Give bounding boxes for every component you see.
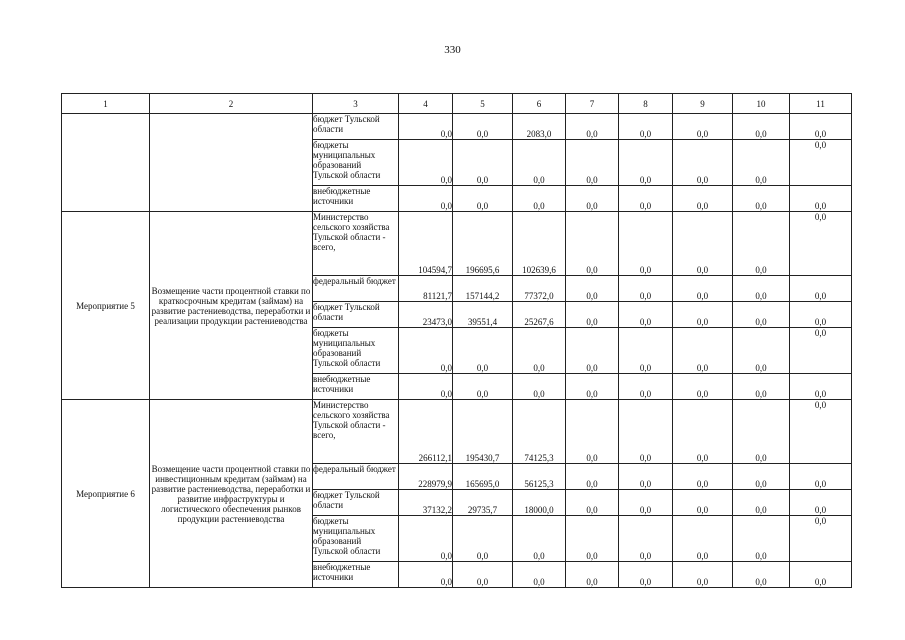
value-cell-col-5: 195430,7 (453, 400, 513, 464)
header-row (62, 94, 852, 114)
value-cell-col-11: 0,0 (790, 516, 852, 562)
value-cell-col-4: 0,0 (399, 374, 453, 400)
value-cell-col-4: 0,0 (399, 328, 453, 374)
source-cell: бюджеты муниципальных образований Тульской области (313, 328, 399, 374)
value-cell-col-8: 0,0 (619, 302, 673, 328)
source-cell: бюджеты муниципальных образований Тульской области (313, 140, 399, 186)
header-cell-5: 5 (453, 94, 513, 114)
value-cell-col-10: 0,0 (733, 464, 790, 490)
value-cell-col-4: 81121,7 (399, 276, 453, 302)
value-cell-col-4: 0,0 (399, 114, 453, 140)
value-cell-col-10: 0,0 (733, 374, 790, 400)
value-cell-col-9: 0,0 (673, 276, 733, 302)
value-cell-col-7: 0,0 (566, 140, 619, 186)
header-cell-9: 9 (673, 94, 733, 114)
value-cell-col-7: 0,0 (566, 302, 619, 328)
source-cell: бюджеты муниципальных образований Тульской области (313, 516, 399, 562)
value-cell-col-5: 157144,2 (453, 276, 513, 302)
value-cell-col-9: 0,0 (673, 186, 733, 212)
header-cell-1: 1 (62, 94, 150, 114)
description-cell: Возмещение части процентной ставки по краткосрочным кредитам (займам) на развитие растениеводства, переработки и реализации продукции растениеводства (150, 212, 313, 400)
value-cell-col-11: 0,0 (790, 464, 852, 490)
value-cell-col-5: 196695,6 (453, 212, 513, 276)
activity-cell: Мероприятие 5 (62, 212, 150, 400)
header-cell-7: 7 (566, 94, 619, 114)
value-cell-col-6: 0,0 (513, 562, 566, 588)
value-cell-col-4: 37132,2 (399, 490, 453, 516)
value-cell-col-8: 0,0 (619, 490, 673, 516)
value-cell-col-6: 56125,3 (513, 464, 566, 490)
value-cell-col-8: 0,0 (619, 186, 673, 212)
value-cell-col-9: 0,0 (673, 400, 733, 464)
value-cell-col-9: 0,0 (673, 464, 733, 490)
value-cell-col-11: 0,0 (790, 328, 852, 374)
description-cell: Возмещение части процентной ставки по инвестиционным кредитам (займам) на развитие растениеводства, переработки и развитие инфраструктуры и логистического обеспечения рынков продукции растениеводства (150, 400, 313, 588)
value-cell-col-11: 0,0 (790, 490, 852, 516)
header-cell-8: 8 (619, 94, 673, 114)
value-cell-col-10: 0,0 (733, 212, 790, 276)
table-row (62, 400, 852, 464)
value-cell-col-11: 0,0 (790, 400, 852, 464)
source-cell: внебюджетные источники (313, 562, 399, 588)
source-cell: бюджет Тульской области (313, 302, 399, 328)
description-cell (150, 114, 313, 212)
value-cell-col-8: 0,0 (619, 400, 673, 464)
table-row (62, 114, 852, 140)
value-cell-col-10: 0,0 (733, 114, 790, 140)
value-cell-col-6: 0,0 (513, 140, 566, 186)
value-cell-col-9: 0,0 (673, 302, 733, 328)
value-cell-col-7: 0,0 (566, 328, 619, 374)
value-cell-col-5: 0,0 (453, 328, 513, 374)
value-cell-col-4: 23473,0 (399, 302, 453, 328)
source-cell: Министерство сельского хозяйства Тульской области - всего, (313, 212, 399, 276)
value-cell-col-5: 39551,4 (453, 302, 513, 328)
value-cell-col-7: 0,0 (566, 186, 619, 212)
value-cell-col-9: 0,0 (673, 490, 733, 516)
value-cell-col-7: 0,0 (566, 212, 619, 276)
header-cell-2: 2 (150, 94, 313, 114)
value-cell-col-8: 0,0 (619, 516, 673, 562)
source-cell: внебюджетные источники (313, 374, 399, 400)
value-cell-col-4: 0,0 (399, 140, 453, 186)
value-cell-col-6: 0,0 (513, 516, 566, 562)
header-cell-10: 10 (733, 94, 790, 114)
page-number: 330 (444, 44, 461, 56)
value-cell-col-8: 0,0 (619, 464, 673, 490)
value-cell-col-7: 0,0 (566, 516, 619, 562)
value-cell-col-5: 0,0 (453, 186, 513, 212)
value-cell-col-6: 0,0 (513, 374, 566, 400)
value-cell-col-10: 0,0 (733, 140, 790, 186)
value-cell-col-9: 0,0 (673, 140, 733, 186)
value-cell-col-6: 18000,0 (513, 490, 566, 516)
value-cell-col-5: 0,0 (453, 114, 513, 140)
source-cell: бюджет Тульской области (313, 114, 399, 140)
value-cell-col-10: 0,0 (733, 328, 790, 374)
value-cell-col-6: 25267,6 (513, 302, 566, 328)
value-cell-col-7: 0,0 (566, 400, 619, 464)
value-cell-col-5: 0,0 (453, 516, 513, 562)
value-cell-col-4: 104594,7 (399, 212, 453, 276)
value-cell-col-7: 0,0 (566, 490, 619, 516)
budget-table (61, 93, 852, 588)
value-cell-col-11: 0,0 (790, 374, 852, 400)
value-cell-col-9: 0,0 (673, 562, 733, 588)
value-cell-col-6: 102639,6 (513, 212, 566, 276)
value-cell-col-4: 0,0 (399, 562, 453, 588)
value-cell-col-8: 0,0 (619, 374, 673, 400)
value-cell-col-9: 0,0 (673, 212, 733, 276)
value-cell-col-5: 0,0 (453, 374, 513, 400)
value-cell-col-4: 266112,1 (399, 400, 453, 464)
value-cell-col-10: 0,0 (733, 516, 790, 562)
value-cell-col-5: 29735,7 (453, 490, 513, 516)
source-cell: бюджет Тульской области (313, 490, 399, 516)
value-cell-col-7: 0,0 (566, 114, 619, 140)
value-cell-col-4: 0,0 (399, 186, 453, 212)
source-cell: федеральный бюджет (313, 276, 399, 302)
source-cell: федеральный бюджет (313, 464, 399, 490)
value-cell-col-11: 0,0 (790, 114, 852, 140)
value-cell-col-11: 0,0 (790, 212, 852, 276)
value-cell-col-10: 0,0 (733, 490, 790, 516)
value-cell-col-11: 0,0 (790, 302, 852, 328)
activity-cell: Мероприятие 6 (62, 400, 150, 588)
value-cell-col-11: 0,0 (790, 140, 852, 186)
table-row (62, 212, 852, 276)
value-cell-col-10: 0,0 (733, 302, 790, 328)
value-cell-col-10: 0,0 (733, 186, 790, 212)
value-cell-col-4: 0,0 (399, 516, 453, 562)
header-cell-4: 4 (399, 94, 453, 114)
value-cell-col-6: 74125,3 (513, 400, 566, 464)
value-cell-col-10: 0,0 (733, 276, 790, 302)
value-cell-col-8: 0,0 (619, 140, 673, 186)
value-cell-col-9: 0,0 (673, 374, 733, 400)
value-cell-col-8: 0,0 (619, 114, 673, 140)
value-cell-col-6: 0,0 (513, 186, 566, 212)
source-cell: внебюджетные источники (313, 186, 399, 212)
value-cell-col-9: 0,0 (673, 114, 733, 140)
value-cell-col-9: 0,0 (673, 328, 733, 374)
value-cell-col-7: 0,0 (566, 374, 619, 400)
value-cell-col-9: 0,0 (673, 516, 733, 562)
header-cell-11: 11 (790, 94, 852, 114)
source-cell: Министерство сельского хозяйства Тульской области - всего, (313, 400, 399, 464)
value-cell-col-5: 0,0 (453, 140, 513, 186)
value-cell-col-6: 0,0 (513, 328, 566, 374)
value-cell-col-6: 2083,0 (513, 114, 566, 140)
value-cell-col-6: 77372,0 (513, 276, 566, 302)
value-cell-col-8: 0,0 (619, 212, 673, 276)
value-cell-col-4: 228979,9 (399, 464, 453, 490)
value-cell-col-8: 0,0 (619, 276, 673, 302)
value-cell-col-11: 0,0 (790, 562, 852, 588)
value-cell-col-11: 0,0 (790, 276, 852, 302)
value-cell-col-8: 0,0 (619, 328, 673, 374)
value-cell-col-7: 0,0 (566, 562, 619, 588)
value-cell-col-10: 0,0 (733, 562, 790, 588)
value-cell-col-5: 0,0 (453, 562, 513, 588)
value-cell-col-5: 165695,0 (453, 464, 513, 490)
value-cell-col-7: 0,0 (566, 464, 619, 490)
activity-cell (62, 114, 150, 212)
header-cell-6: 6 (513, 94, 566, 114)
header-cell-3: 3 (313, 94, 399, 114)
value-cell-col-11: 0,0 (790, 186, 852, 212)
value-cell-col-8: 0,0 (619, 562, 673, 588)
value-cell-col-7: 0,0 (566, 276, 619, 302)
value-cell-col-10: 0,0 (733, 400, 790, 464)
